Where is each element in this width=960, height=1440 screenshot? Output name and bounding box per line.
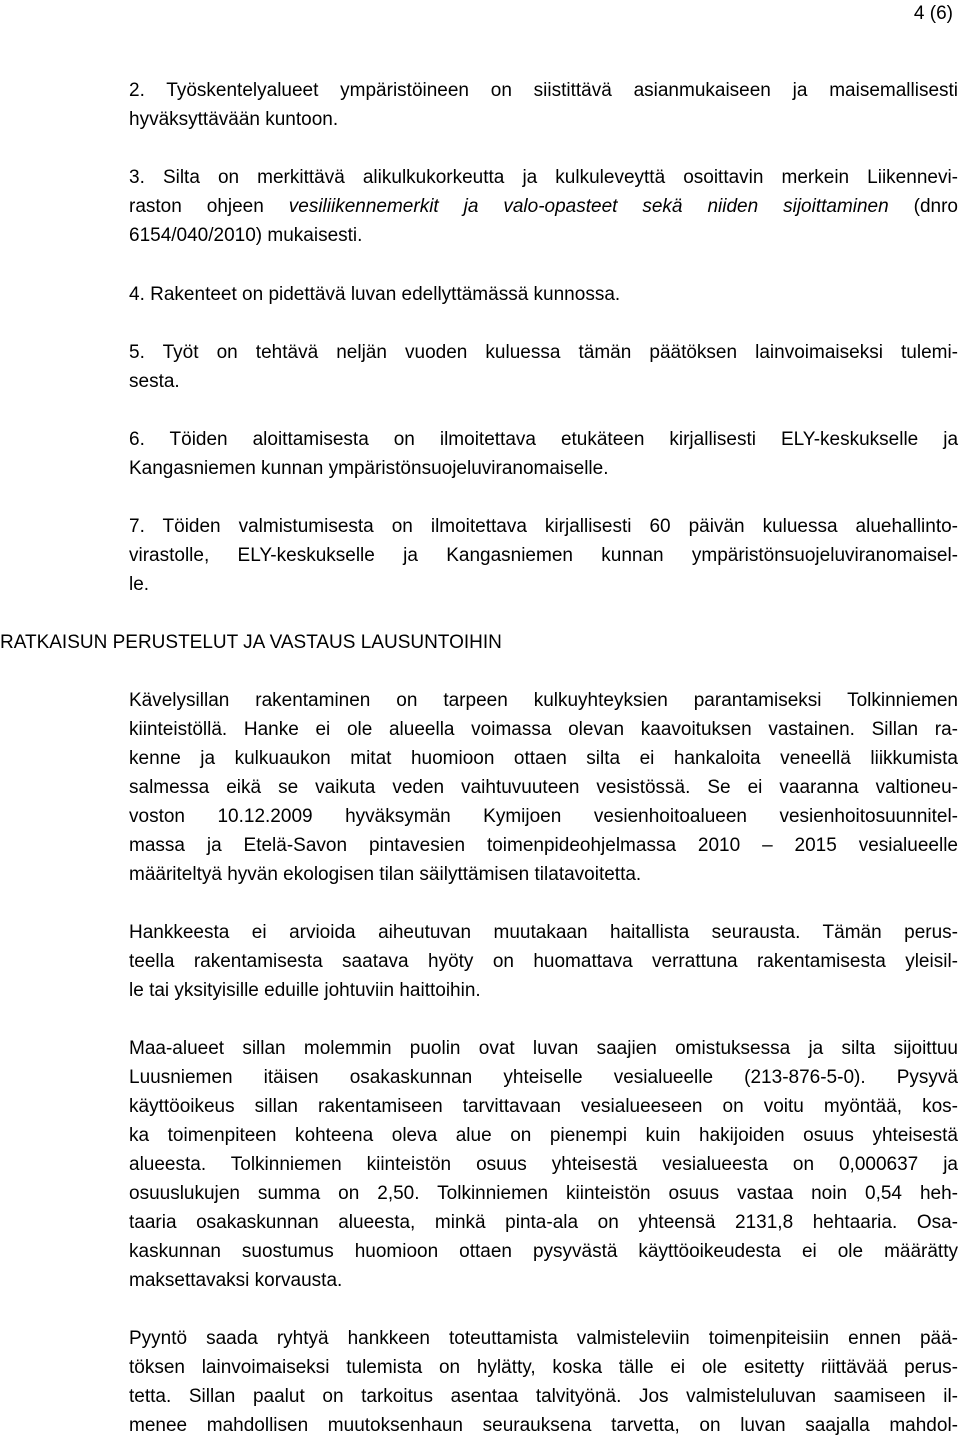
guideline-title: vesiliikennemerkit ja valo-opasteet sekä niiden sijoittaminen xyxy=(288,196,889,217)
paragraph-line: töksen lainvoimaiseksi tulemista on hylätty, koska tälle ei ole esitetty riittävää perus- xyxy=(129,1357,958,1378)
condition-7-line-2: virastolle, ELY-keskukselle ja Kangasniemen kunnan ympäristönsuojeluviranomaisel- xyxy=(129,545,958,566)
condition-3-line-3: 6154/040/2010) mukaisesti. xyxy=(129,225,363,246)
paragraph-line: käyttöoikeus sillan rakentamiseen tarvittavaan vesialueeseen on voitu myöntää, kos- xyxy=(129,1096,958,1117)
condition-7-line-1 xyxy=(129,512,958,541)
condition-2-line-1 xyxy=(129,76,958,105)
condition-6 xyxy=(129,425,958,483)
paragraph-line: tetta. Sillan paalut on tarkoitus asentaa talvityönä. Jos valmisteluluvan saamiseen il- xyxy=(129,1386,958,1407)
condition-text: Töiden aloittamisesta on ilmoitettava etukäteen kirjallisesti ELY-keskukselle ja xyxy=(169,429,959,450)
page-number: 4 (6) xyxy=(913,3,953,24)
paragraph-line: osuuslukujen summa on 2,50. Tolkinniemen kiinteistön osuus vastaa noin 0,54 heh- xyxy=(129,1183,958,1204)
rationale-paragraph-4 xyxy=(129,1324,958,1440)
condition-2-line-2: hyväksyttävään kuntoon. xyxy=(129,109,339,130)
condition-5 xyxy=(129,338,958,396)
condition-2 xyxy=(129,76,958,134)
condition-text: raston ohjeen xyxy=(129,196,289,217)
rationale-paragraph-1 xyxy=(129,686,958,889)
paragraph-line: voston 10.12.2009 hyväksymän Kymijoen vesienhoitoalueen vesienhoitosuunnitel- xyxy=(129,806,958,827)
paragraph-line: teella rakentamisesta saatava hyöty on huomattava verrattuna rakentamisesta yleisil- xyxy=(129,951,958,972)
condition-text: Töiden valmistumisesta on ilmoitettava kirjallisesti 60 päivän kuluessa aluehallinto- xyxy=(162,516,959,537)
condition-3-line-2 xyxy=(129,192,958,221)
condition-3-line-1 xyxy=(129,163,958,192)
paragraph-line: Maa-alueet sillan molemmin puolin ovat luvan saajien omistuksessa ja silta sijoittuu xyxy=(129,1038,958,1059)
condition-number: 3. xyxy=(129,167,145,188)
condition-number: 4. xyxy=(129,284,145,305)
paragraph-line: Pyyntö saada ryhtyä hankkeen toteuttamista valmisteleviin toimenpiteisiin ennen pää- xyxy=(129,1328,958,1349)
paragraph-line: taaria osakaskunnan alueesta, minkä pinta-ala on yhteensä 2131,8 hehtaaria. Osa- xyxy=(129,1212,958,1233)
paragraph-line: kenne ja kulkuaukon mitat huomioon ottaen silta ei hankaloita veneellä liikkumista xyxy=(129,748,958,769)
condition-4-line-1 xyxy=(129,280,958,309)
condition-6-line-1 xyxy=(129,425,958,454)
condition-6-line-2: Kangasniemen kunnan ympäristönsuojeluviranomaiselle. xyxy=(129,458,609,479)
paragraph-line: maksettavaksi korvausta. xyxy=(129,1270,343,1291)
paragraph-line: Hankkeesta ei arvioida aiheutuvan muutakaan haitallista seurausta. Tämän perus- xyxy=(129,922,958,943)
condition-number: 7. xyxy=(129,516,145,537)
rationale-paragraph-3 xyxy=(129,1034,958,1295)
condition-7 xyxy=(129,512,958,599)
condition-text: Työskentelyalueet ympäristöineen on siistittävä asianmukaiseen ja maisemallisesti xyxy=(166,80,959,101)
paragraph-line: kiinteistöllä. Hanke ei ole alueella voimassa olevan kaavoituksen vastainen. Sillan ra- xyxy=(129,719,958,740)
rationale-paragraph-2 xyxy=(129,918,958,1005)
condition-number: 5. xyxy=(129,342,145,363)
condition-number: 2. xyxy=(129,80,145,101)
paragraph-line: Luusniemen itäisen osakaskunnan yhteiselle vesialueelle (213-876-5-0). Pysyvä xyxy=(129,1067,958,1088)
condition-text: Silta on merkittävä alikulkukorkeutta ja kulkuleveyttä osoittavin merkein Liikennevi- xyxy=(162,167,958,188)
section-heading: RATKAISUN PERUSTELUT JA VASTAUS LAUSUNTOIHIN xyxy=(0,632,502,653)
paragraph-line: alueesta. Tolkinniemen kiinteistön osuus yhteisestä vesialueesta on 0,000637 ja xyxy=(129,1154,958,1175)
condition-7-line-3: le. xyxy=(129,574,150,595)
condition-5-line-2: sesta. xyxy=(129,371,180,392)
condition-text: Rakenteet on pidettävä luvan edellyttämässä kunnossa. xyxy=(150,284,621,305)
condition-5-line-1 xyxy=(129,338,958,367)
paragraph-line: kaskunnan suostumus huomioon ottaen pysyvästä käyttöoikeudesta ei ole määrätty xyxy=(129,1241,958,1262)
paragraph-line: Kävelysillan rakentaminen on tarpeen kulkuyhteyksien parantamiseksi Tolkinniemen xyxy=(129,690,958,711)
condition-text: Työt on tehtävä neljän vuoden kuluessa tämän päätöksen lainvoimaiseksi tulemi- xyxy=(162,342,959,363)
condition-number: 6. xyxy=(129,429,145,450)
condition-3 xyxy=(129,163,958,250)
paragraph-line: ka toimenpiteen kohteena oleva alue on pienempi kuin hakijoiden osuus yhteisestä xyxy=(129,1125,958,1146)
condition-4 xyxy=(129,280,958,309)
paragraph-line: määriteltyä hyvän ekologisen tilan säilyttämisen tilatavoitetta. xyxy=(129,864,642,885)
condition-text: (dnro xyxy=(888,196,958,217)
paragraph-line: salmessa eikä se vaikuta veden vaihtuvuuteen vesistössä. Se ei vaaranna valtioneu- xyxy=(129,777,958,798)
paragraph-line: massa ja Etelä-Savon pintavesien toimenpideohjelmassa 2010 – 2015 vesialueelle xyxy=(129,835,958,856)
paragraph-line: menee mahdollisen muutoksenhaun seurauksena tarvetta, on luvan saajalla mahdol- xyxy=(129,1415,958,1436)
paragraph-line: le tai yksityisille eduille johtuviin haittoihin. xyxy=(129,980,481,1001)
